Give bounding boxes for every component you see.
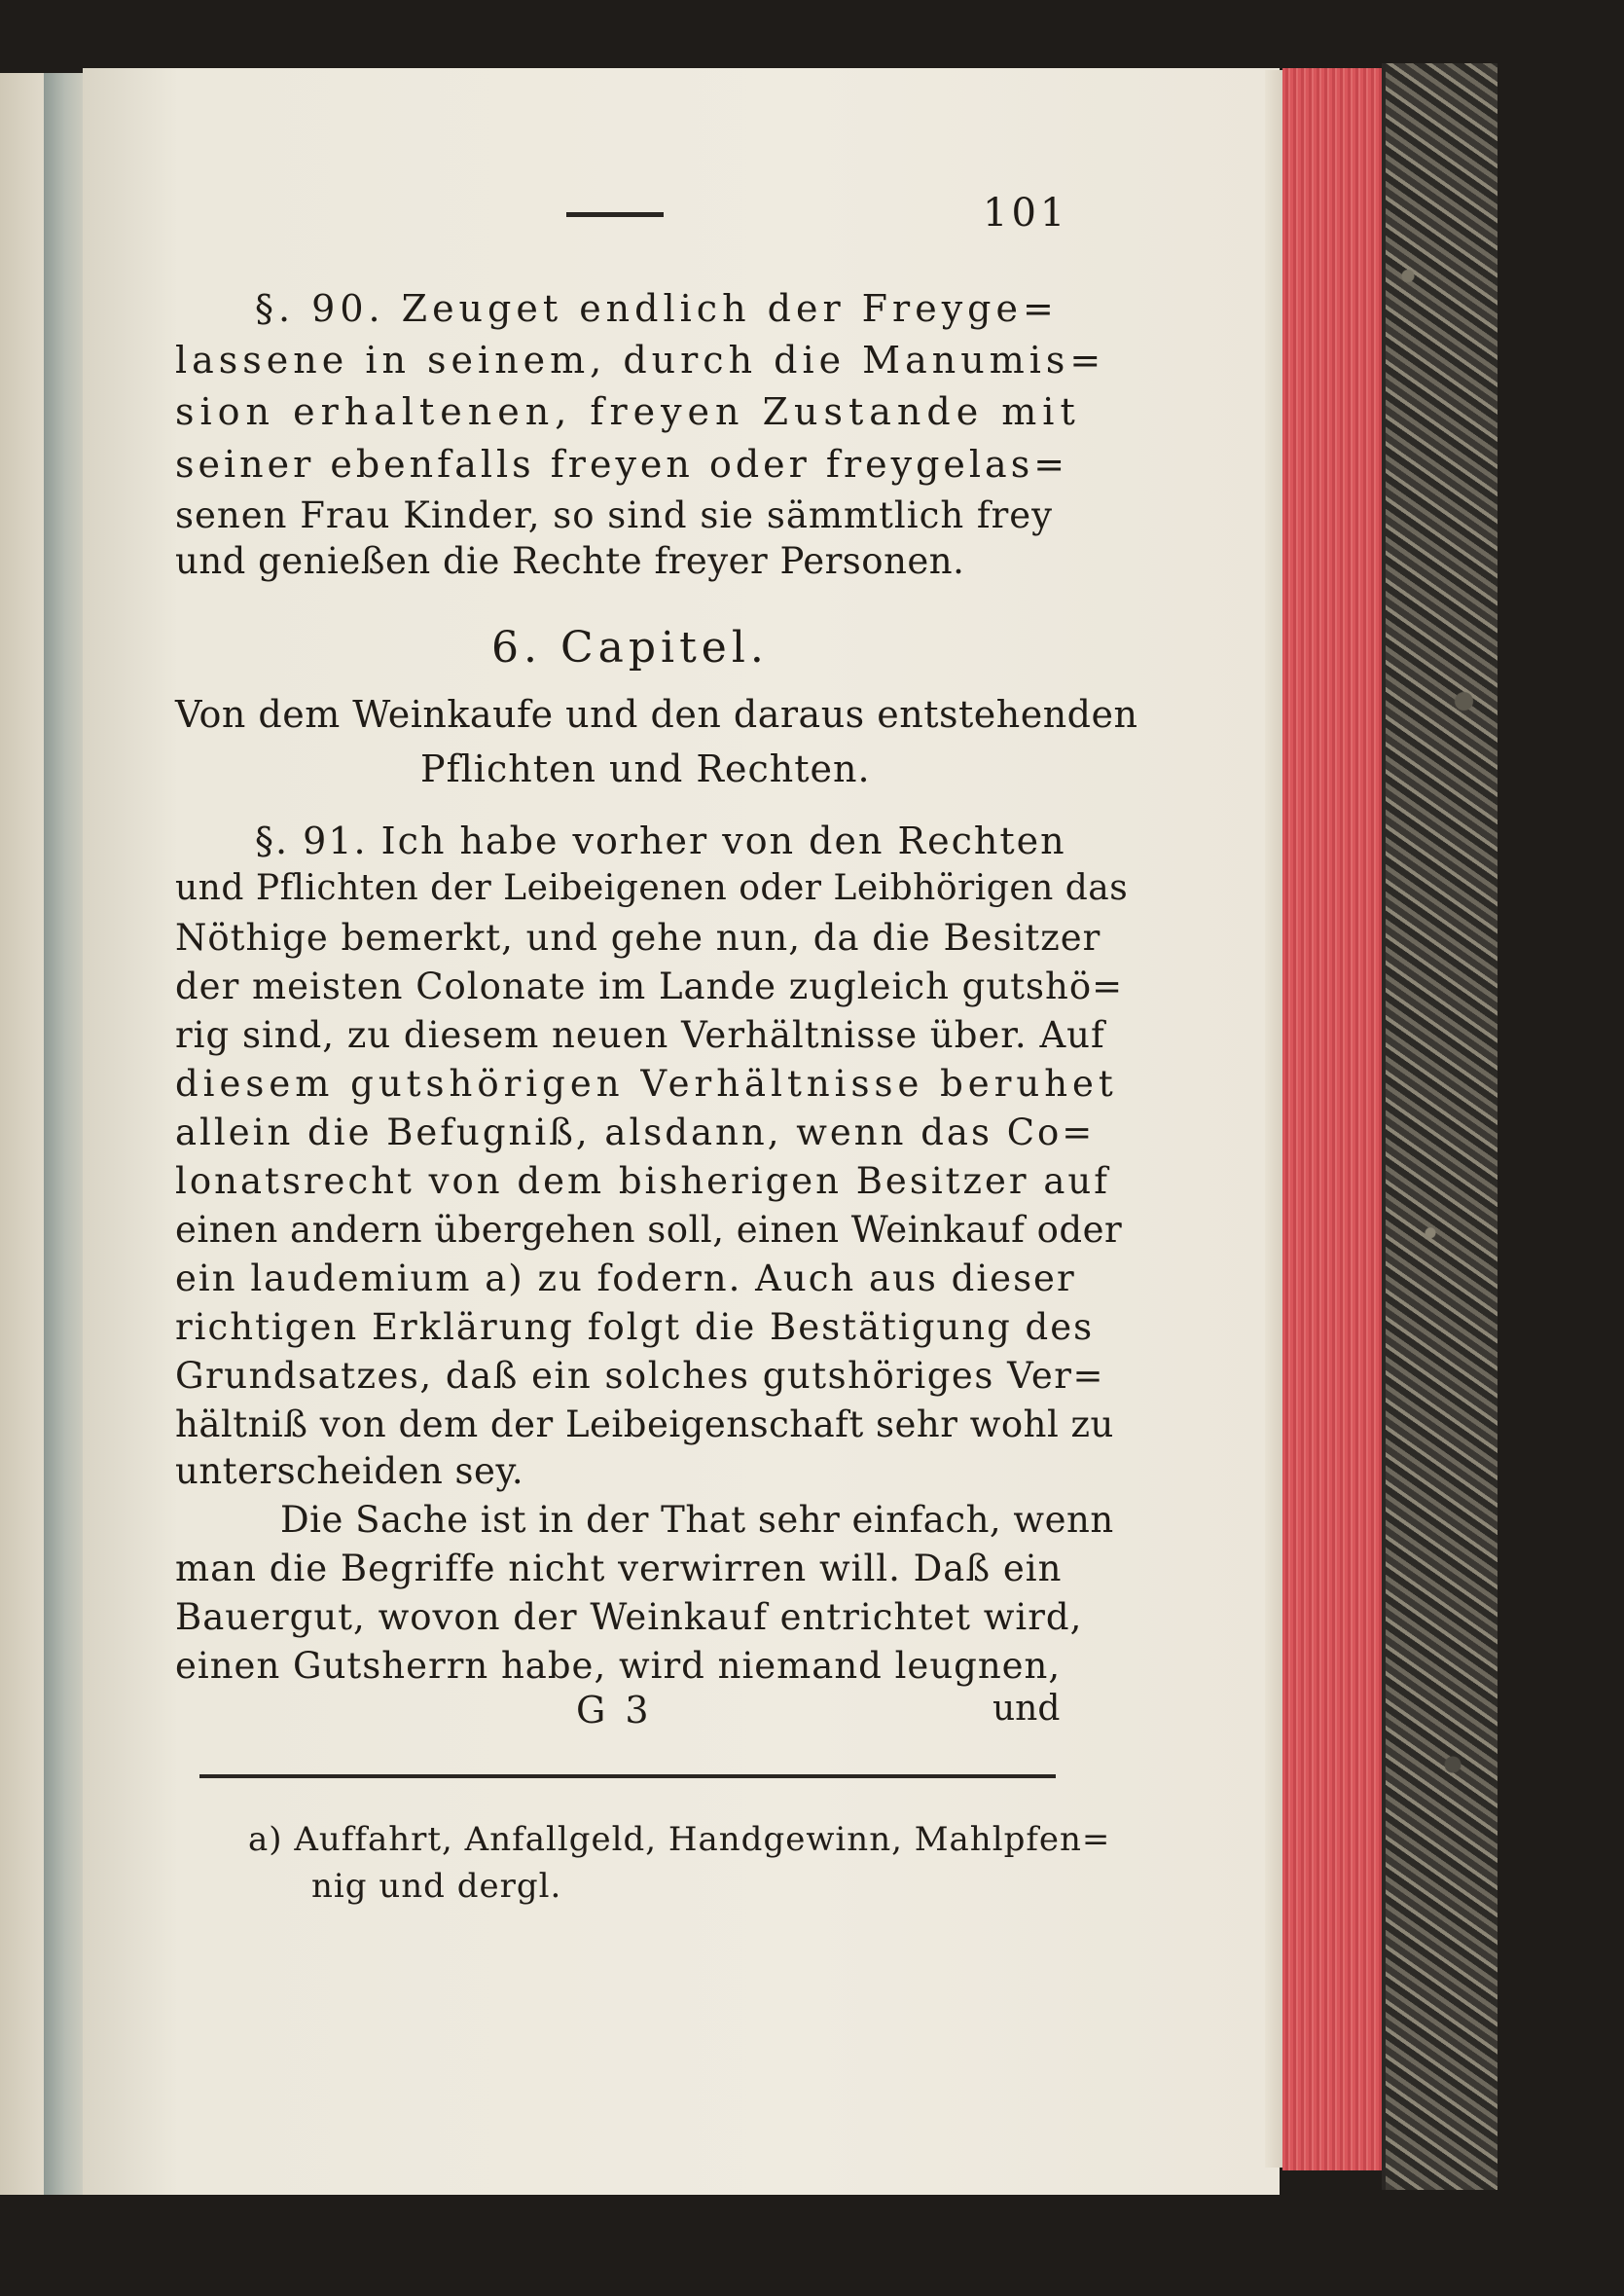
paragraph-2-line-3: Bauergut, wovon der Weinkauf entrichtet wird, xyxy=(175,1596,1083,1638)
page-number: 101 xyxy=(983,191,1069,236)
section-91-line-12: Grundsatzes, daß ein solches gutshöriges Ver= xyxy=(175,1355,1104,1397)
section-91-line-11: richtigen Erklärung folgt die Bestätigung des xyxy=(175,1306,1095,1348)
catchword: und xyxy=(992,1689,1061,1729)
footnote-line-2: nig und dergl. xyxy=(311,1867,562,1906)
chapter-subtitle-line-1: Von dem Weinkaufe und den daraus entstehenden xyxy=(175,693,1138,736)
page-edge-light xyxy=(1265,70,1282,2168)
section-90-line-3: sion erhaltenen, freyen Zustande mit xyxy=(175,390,1081,433)
footnote-line-1: a) Auffahrt, Anfallgeld, Handgewinn, Mahlpfen= xyxy=(248,1820,1111,1859)
section-91-line-13: hältniß von dem der Leibeigenschaft sehr wohl zu xyxy=(175,1403,1114,1445)
section-91-line-10: ein laudemium a) zu fodern. Auch aus dieser xyxy=(175,1257,1076,1299)
section-90-line-6: und genießen die Rechte freyer Personen. xyxy=(175,540,965,582)
section-91-line-14: unterscheiden sey. xyxy=(175,1450,524,1492)
section-91-line-7: allein die Befugniß, alsdann, wenn das Co= xyxy=(175,1112,1096,1153)
section-90-line-4: seiner ebenfalls freyen oder freygelas= xyxy=(175,443,1069,486)
section-91-line-1: §. 91. Ich habe vorher von den Rechten xyxy=(255,820,1066,862)
section-91-line-6: diesem gutshörigen Verhältnisse beruhet xyxy=(175,1063,1118,1105)
section-91-line-2: und Pflichten der Leibeigenen oder Leibhörigen das xyxy=(175,868,1129,908)
footnote-rule xyxy=(199,1774,1056,1778)
section-90-line-2: lassene in seinem, durch die Manumis= xyxy=(175,339,1106,382)
chapter-title: 6. Capitel. xyxy=(491,623,769,673)
section-91-line-8: lonatsrecht von dem bisherigen Besitzer auf xyxy=(175,1160,1110,1202)
chapter-subtitle-line-2: Pflichten und Rechten. xyxy=(420,747,871,790)
page-edges-red xyxy=(1282,68,1384,2170)
signature-mark: G 3 xyxy=(576,1689,653,1731)
section-90-line-5: senen Frau Kinder, so sind sie sämmtlich frey xyxy=(175,494,1054,536)
paragraph-2-line-1: Die Sache ist in der That sehr einfach, wenn xyxy=(280,1499,1114,1541)
section-91-line-9: einen andern übergehen soll, einen Weinkauf oder xyxy=(175,1209,1123,1251)
header-rule xyxy=(566,212,664,217)
paragraph-2-line-2: man die Begriffe nicht verwirren will. Daß ein xyxy=(175,1548,1063,1589)
paragraph-2-line-4: einen Gutsherrn habe, wird niemand leugnen, xyxy=(175,1645,1062,1687)
left-page-edge xyxy=(0,73,44,2195)
section-91-line-4: der meisten Colonate im Lande zugleich gutshö= xyxy=(175,966,1124,1007)
section-90-line-1: §. 90. Zeuget endlich der Freyge= xyxy=(255,287,1059,330)
marbled-binding xyxy=(1382,63,1498,2190)
section-91-line-3: Nöthige bemerkt, und gehe nun, da die Besitzer xyxy=(175,917,1101,959)
section-91-line-5: rig sind, zu diesem neuen Verhältnisse über. Auf xyxy=(175,1014,1105,1056)
